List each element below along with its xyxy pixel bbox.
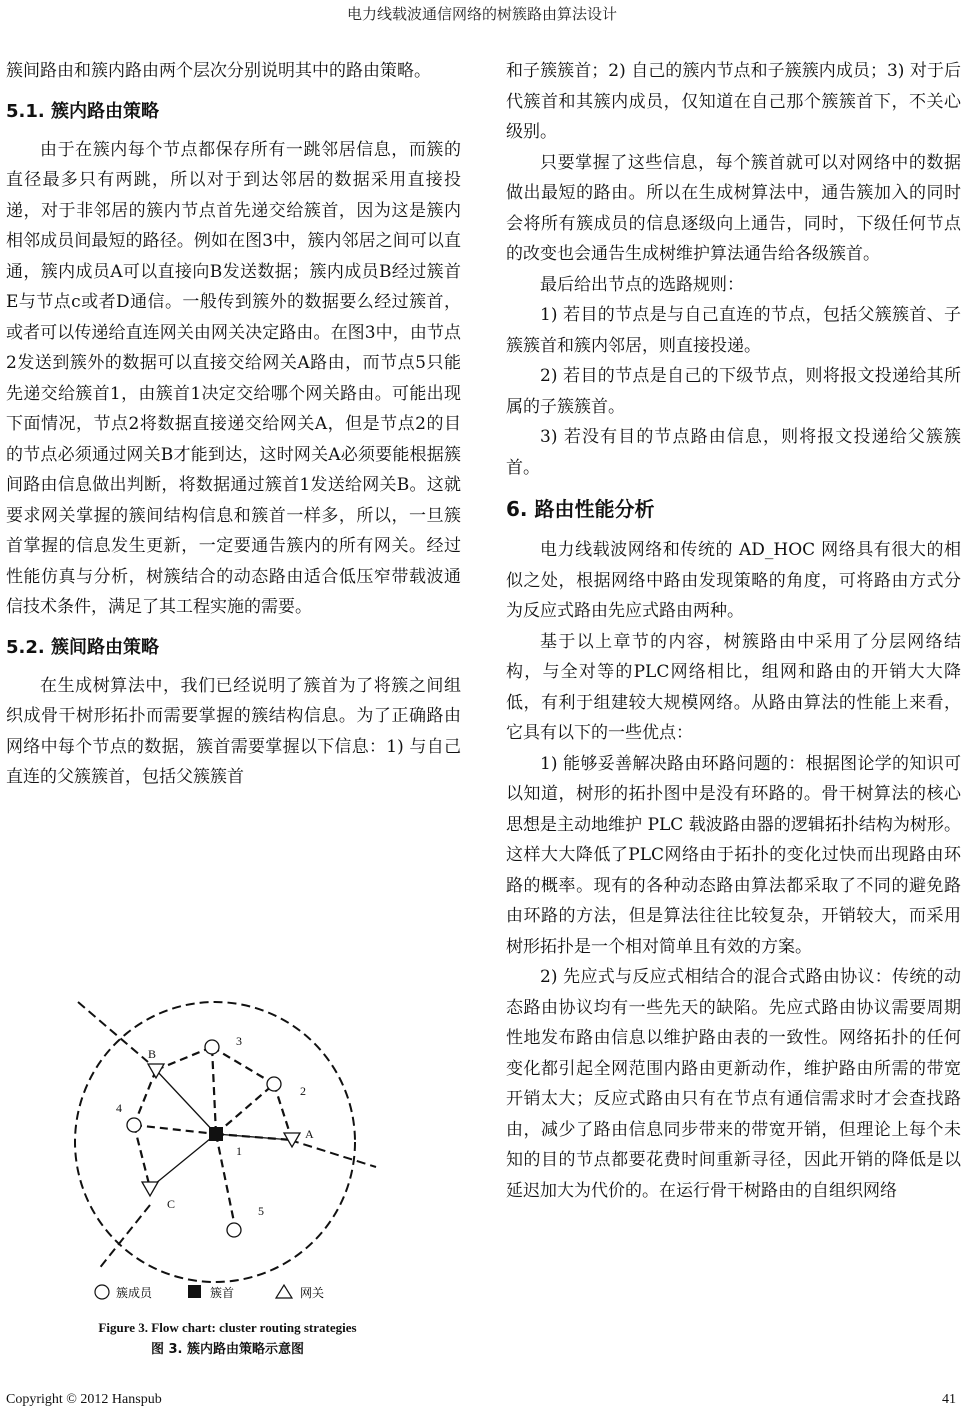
advantage-1-paragraph: 1) 能够妥善解决路由环路问题的：根据图论学的知识可以知道，树形的拓扑图中是没有环路的。骨干树算法的核心思想是主动地维护 PLC 载波路由器的逻辑拓扑结构为树形。这样大大降低了PLC网络由于拓扑的变化过快而出现路由环路的概率。现有的各种动态路由算法都采取了不同的避免路由环路的方法，但是算法往往比较复杂，开销较大，而采用树形拓扑是一个相对简单且有效的方案。 — [506, 753, 961, 957]
rule-2-paragraph: 2) 若目的节点是自己的下级节点，则将报文投递给其所属的子簇簇首。 — [506, 366, 961, 417]
figure-3-diagram — [40, 1000, 420, 1300]
rule-3-paragraph: 3) 若没有目的节点路由信息，则将报文投递给父簇簇首。 — [506, 427, 961, 478]
cluster-head-node-1 — [209, 1127, 223, 1141]
label-c: C — [167, 1197, 176, 1211]
running-header: 电力线载波通信网络的树簇路由算法设计 — [346, 5, 617, 23]
intro-paragraph: 簇间路由和簇内路由两个层次分别说明其中的路由策略。 — [6, 61, 431, 81]
right-paragraph-3: 最后给出节点的选路规则： — [540, 274, 744, 295]
advantage-2-paragraph: 2) 先应式与反应式相结合的混合式路由协议：传统的动态路由协议均有一些先天的缺陷。先应式路由协议需要周期性地发布路由信息以维护路由表的一致性。网络拓扑的任何变化都引起全网范围内路由更新动作，维护路由所需的带宽开销太大；反应式路由只有在节点有通信需求时才会查找路由，减少了路由信息同步带来的带宽开销，但理论上每个未知的目的节点都要花费时间重新寻径，因此开销的降低是以延迟加大为代价的。在运行骨干树路由的自组织网络 — [506, 967, 961, 1201]
member-node-5 — [227, 1223, 241, 1237]
section-5-2-heading: 5.2. 簇间路由策略 — [6, 636, 159, 658]
footer-page-number: 41 — [942, 1392, 956, 1407]
figure-caption-english: Figure 3. Flow chart: cluster routing strategies — [98, 1320, 357, 1335]
figure-caption-chinese: 图 3. 簇内路由策略示意图 — [150, 1342, 305, 1357]
member-node-3 — [205, 1040, 219, 1054]
cluster-diagram-svg — [40, 1000, 420, 1300]
boundary-line-c — [98, 1205, 150, 1270]
right-paragraph-2: 只要掌握了这些信息，每个簇首就可以对网络中的数据做出最短的路由。所以在生成树算法中，通告簇加入的同时会将所有簇成员的信息逐级向上通告，同时，下级任何节点的改变也会通告生成树维护算法通告给各级簇首。 — [506, 152, 961, 264]
label-2: 2 — [300, 1084, 306, 1098]
section-5-1-heading: 5.1. 簇内路由策略 — [6, 100, 159, 122]
boundary-line-a — [290, 1140, 376, 1167]
label-b: B — [148, 1047, 157, 1061]
gateway-c — [142, 1182, 158, 1196]
section-5-1-paragraph: 由于在簇内每个节点都保存所有一跳邻居信息，而簇的直径最多只有两跳，所以对于到达邻居的数据采用直接投递，对于非邻居的簇内节点首先递交给簇首，因为这是簇内相邻成员间最短的路径。例如在图3中，簇内邻居之间可以直通，簇内成员A可以直接向B发送数据；簇内成员B经过簇首E与节点c或者D通信。一般传到簇外的数据要么经过簇首，或者可以传递给直连网关由网关决定路由。在图3中，由节点2发送到簇外的数据可以直接交给网关A路由，而节点5只能先递交给簇首1，由簇首1决定交给哪个网关路由。可能出现下面情况，节点2将数据直接递交给网关A，但是节点2的目的节点必须通过网关B才能到达，这时网关A必须要能根据簇间路由信息做出判断，将数据通过簇首1发送给网关B。这就要求网关掌握的簇间结构信息和簇首一样多，所以，一旦簇首掌握的信息发生更新，一定要通告簇内的所有网关。经过性能仿真与分析，树簇结合的动态路由适合低压窄带载波通信技术条件，满足了其工程实施的需要。 — [6, 139, 461, 617]
label-3: 3 — [236, 1034, 242, 1048]
legend-gateway-label: 网关 — [300, 1286, 325, 1300]
legend-member-label: 簇成员 — [116, 1286, 153, 1300]
section-6-heading: 6. 路由性能分析 — [506, 497, 655, 521]
right-column — [506, 56, 961, 1206]
legend-member-icon — [95, 1285, 109, 1299]
legend-gateway-icon — [276, 1285, 292, 1298]
section-6-paragraph-2: 基于以上章节的内容，树簇路由中采用了分层网络结构，与全对等的PLC网络相比，组网和路由的开销大大降低，有利于组建较大规模网络。从路由算法的性能上来看，它具有以下的一些优点： — [506, 631, 961, 743]
section-6-paragraph-1: 电力线载波网络和传统的 AD_HOC 网络具有很大的相似之处，根据网络中路由发现策略的角度，可将路由方式分为反应式路由先应式路由两种。 — [506, 540, 961, 621]
legend-head-label: 簇首 — [210, 1286, 235, 1300]
member-node-4 — [127, 1118, 141, 1132]
section-5-2-paragraph: 在生成树算法中，我们已经说明了簇首为了将簇之间组织成骨干树形拓扑而需要掌握的簇结构信息。为了正确路由网络中每个节点的数据，簇首需要掌握以下信息：1) 与自己直连的父簇簇首，包括父簇簇首 — [6, 675, 461, 787]
boundary-line-b — [78, 1002, 148, 1062]
footer-copyright: Copyright © 2012 Hanspub — [6, 1392, 162, 1407]
legend-head-icon — [188, 1285, 201, 1298]
right-paragraph-1: 和子簇簇首；2) 自己的簇内节点和子簇簇内成员；3) 对于后代簇首和其簇内成员，仅知道在自己那个簇簇首下，不关心级别。 — [506, 61, 961, 142]
member-node-2 — [267, 1077, 281, 1091]
label-a: A — [305, 1127, 314, 1141]
label-1: 1 — [236, 1144, 242, 1158]
left-column — [6, 56, 461, 793]
rule-1-paragraph: 1) 若目的节点是与自己直连的节点，包括父簇簇首、子簇簇首和簇内邻居，则直接投递。 — [506, 305, 961, 356]
label-4: 4 — [116, 1101, 122, 1115]
label-5: 5 — [258, 1204, 264, 1218]
